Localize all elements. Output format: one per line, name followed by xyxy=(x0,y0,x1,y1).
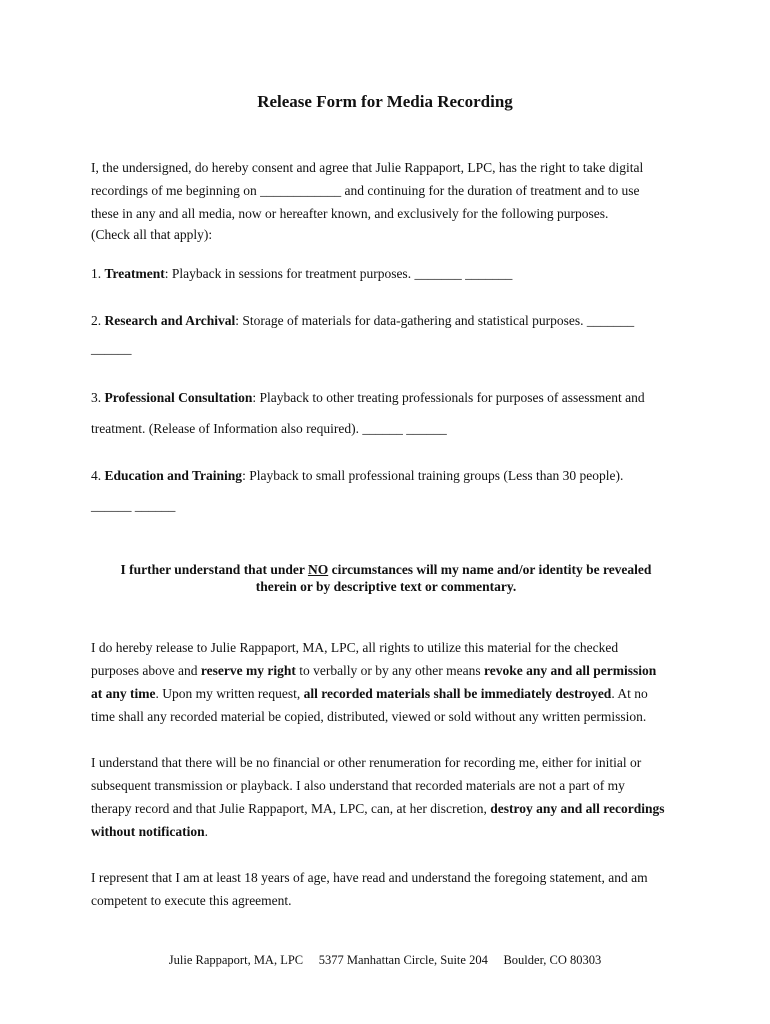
release-text: to verbally or by any other means xyxy=(295,663,485,678)
item-label: Education and Training xyxy=(104,468,243,483)
renumeration-text: therapy record and that Julie Rappaport, MA, LPC, can, at her discretion, xyxy=(91,801,491,816)
release-bold: at any time xyxy=(91,686,156,701)
purpose-item-4 xyxy=(91,468,691,514)
release-text: . At no xyxy=(611,686,648,701)
item-continuation: ______ ______ xyxy=(91,498,176,513)
page-footer xyxy=(0,953,770,968)
represent-paragraph xyxy=(91,866,691,912)
purpose-item-1 xyxy=(91,266,691,282)
item-number: 3. xyxy=(91,390,105,405)
page-title: Release Form for Media Recording xyxy=(257,92,513,111)
release-text: purposes above and xyxy=(91,663,201,678)
release-bold: revoke any and all permission xyxy=(484,663,657,678)
item-text: : Playback to other treating professionals for purposes of assessment and xyxy=(252,390,645,405)
intro-line: recordings of me beginning on ____________ and continuing for the duration of treatment and to use xyxy=(91,183,640,198)
intro-paragraph xyxy=(91,156,691,246)
purpose-item-3 xyxy=(91,390,691,437)
notice-line-2: therein or by descriptive text or commentary. xyxy=(255,579,517,594)
item-text: : Playback to small professional training groups (Less than 30 people). xyxy=(242,468,624,483)
renumeration-paragraph xyxy=(91,751,691,843)
item-label: Treatment xyxy=(104,266,165,281)
release-text: . Upon my written request, xyxy=(155,686,304,701)
release-line: time shall any recorded material be copied, distributed, viewed or sold without any written permission. xyxy=(91,709,647,724)
intro-line: I, the undersigned, do hereby consent and agree that Julie Rappaport, LPC, has the right to take digital xyxy=(91,160,644,175)
item-number: 1. xyxy=(91,266,105,281)
intro-line: (Check all that apply): xyxy=(91,227,213,242)
renumeration-bold: without notification xyxy=(91,824,205,839)
purpose-item-2 xyxy=(91,313,691,357)
release-line: I do hereby release to Julie Rappaport, MA, LPC, all rights to utilize this material for the checked xyxy=(91,640,619,655)
item-label: Professional Consultation xyxy=(104,390,253,405)
item-continuation: treatment. (Release of Information also required). ______ ______ xyxy=(91,421,447,436)
notice-text: I further understand that under xyxy=(120,562,308,577)
release-paragraph xyxy=(91,636,691,728)
item-text: : Storage of materials for data-gathering and statistical purposes. _______ xyxy=(235,313,635,328)
intro-line: these in any and all media, now or hereafter known, and exclusively for the following purposes. xyxy=(91,206,609,221)
item-text: : Playback in sessions for treatment purposes. _______ _______ xyxy=(164,266,513,281)
release-bold: reserve my right xyxy=(200,663,296,678)
item-continuation: ______ xyxy=(91,341,132,356)
renumeration-line: I understand that there will be no financial or other renumeration for recording me, either for initial or xyxy=(91,755,642,770)
represent-line: I represent that I am at least 18 years of age, have read and understand the foregoing statement, and am xyxy=(91,870,648,885)
item-label: Research and Archival xyxy=(104,313,236,328)
release-bold: all recorded materials shall be immediately destroyed xyxy=(303,686,612,701)
item-number: 2. xyxy=(91,313,105,328)
renumeration-text: . xyxy=(204,824,209,839)
identity-notice xyxy=(91,561,681,595)
notice-text: circumstances will my name and/or identity be revealed xyxy=(328,562,652,577)
footer-name: Julie Rappaport, MA, LPC xyxy=(168,953,304,967)
renumeration-line: subsequent transmission or playback. I also understand that recorded materials are not a part of my xyxy=(91,778,625,793)
footer-address: 5377 Manhattan Circle, Suite 204 xyxy=(318,953,488,967)
represent-line: competent to execute this agreement. xyxy=(91,893,292,908)
item-number: 4. xyxy=(91,468,105,483)
renumeration-bold: destroy any and all recordings xyxy=(490,801,665,816)
notice-emphasis: NO xyxy=(307,562,329,577)
footer-city: Boulder, CO 80303 xyxy=(503,953,602,967)
